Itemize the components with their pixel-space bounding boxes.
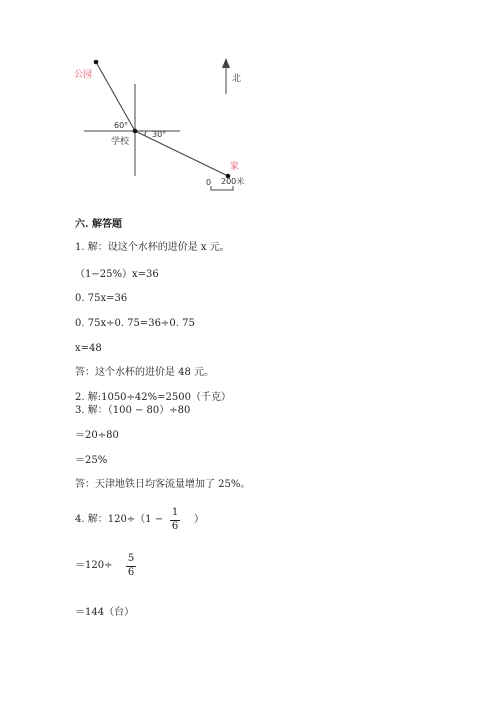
park-point bbox=[94, 60, 99, 65]
q3-line-3: ＝25% bbox=[75, 455, 108, 466]
q4-fraction-2-numerator: 5 bbox=[127, 553, 135, 564]
home-label: 家 bbox=[230, 162, 240, 172]
scale-end-label: 200米 bbox=[221, 177, 245, 186]
school-point bbox=[133, 129, 138, 134]
north-arrow-head bbox=[222, 58, 230, 68]
path-to-home bbox=[135, 131, 228, 176]
q1-line-2: （1−25%）x=36 bbox=[75, 269, 159, 280]
q3-line-4: 答：天津地铁日均客流量增加了 25%。 bbox=[75, 479, 251, 490]
q4-line-2-prefix: ＝120÷ bbox=[75, 560, 113, 571]
school-label: 学校 bbox=[111, 137, 130, 147]
q1-line-4: 0. 75x÷0. 75=36÷0. 75 bbox=[75, 318, 195, 329]
q2-line-1: 2. 解:1050÷42%=2500（千克） bbox=[75, 392, 231, 403]
q4-fraction-2-denominator: 6 bbox=[127, 567, 135, 578]
direction-map-diagram bbox=[0, 0, 500, 210]
q3-line-2: ＝20÷80 bbox=[75, 430, 119, 441]
scale-zero-label: 0 bbox=[206, 178, 212, 187]
q3-line-1: 3. 解：（100 − 80）÷80 bbox=[75, 405, 191, 416]
scale-bar bbox=[211, 186, 233, 190]
q4-line-1-prefix: 4. 解：120÷（1 − bbox=[75, 514, 164, 525]
q4-fraction-1-denominator: 6 bbox=[171, 521, 179, 532]
q1-line-1: 1. 解：设这个水杯的进价是 x 元。 bbox=[75, 242, 230, 253]
q1-line-6: 答：这个水杯的进价是 48 元。 bbox=[75, 367, 215, 378]
angle-60-label: 60° bbox=[114, 121, 129, 130]
angle-arc-30 bbox=[145, 131, 146, 136]
q4-fraction-1-numerator: 1 bbox=[171, 507, 179, 518]
park-label: 公园 bbox=[74, 70, 93, 80]
q1-line-3: 0. 75x=36 bbox=[75, 293, 128, 304]
north-label: 北 bbox=[232, 74, 242, 84]
q1-line-5: x=48 bbox=[75, 343, 102, 354]
section-title: 六. 解答题 bbox=[75, 219, 122, 230]
q4-close-paren: ） bbox=[194, 514, 204, 525]
angle-30-label: 30° bbox=[152, 130, 167, 139]
q4-line-3: ＝144（台） bbox=[75, 607, 135, 618]
